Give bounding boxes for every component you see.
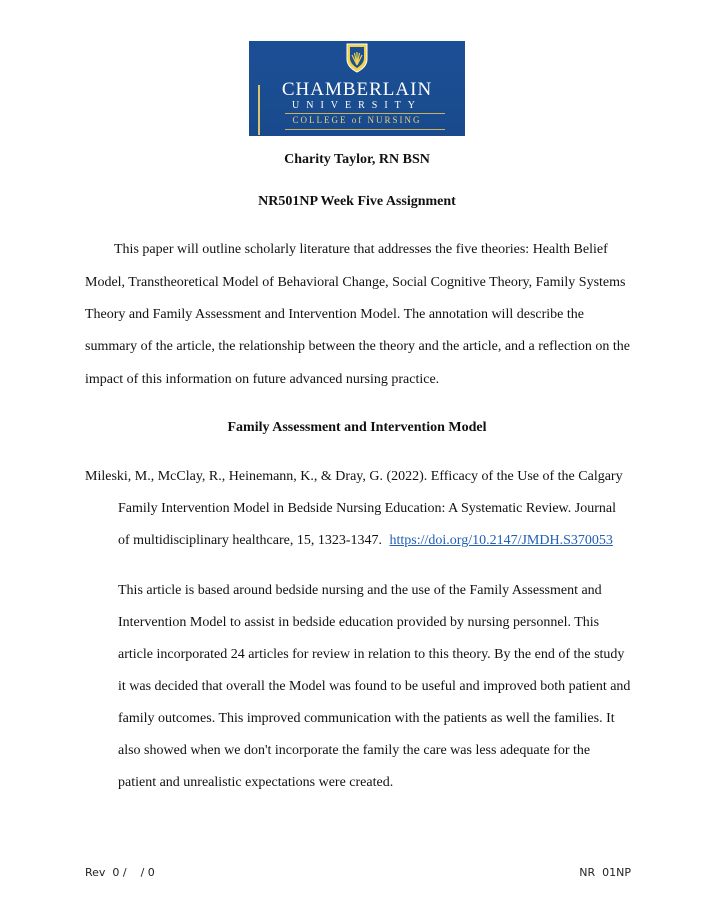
section-heading: Family Assessment and Intervention Model <box>227 420 487 435</box>
logo-rule-bottom <box>285 129 445 130</box>
citation-line <box>118 533 613 549</box>
logo-line-university: UNIVERSITY <box>292 100 422 111</box>
intro-line: impact of this information on future advanced nursing practice. <box>85 372 440 387</box>
author-name: Charity Taylor, RN BSN <box>284 152 430 167</box>
intro-line: Theory and Family Assessment and Intervention Model. The annotation will describe the <box>85 307 584 322</box>
logo-line-chamberlain: CHAMBERLAIN <box>281 79 433 100</box>
summary-line: This article is based around bedside nursing and the use of the Family Assessment and <box>118 583 602 598</box>
citation-source: of multidisciplinary healthcare, 15, 1323-1347. <box>118 533 382 548</box>
summary-line: patient and unrealistic expectations were created. <box>118 775 394 790</box>
intro-line: summary of the article, the relationship between the theory and the article, and a reflection on the <box>85 339 631 354</box>
summary-line: Intervention Model to assist in bedside education provided by nursing personnel. This <box>118 615 600 630</box>
doi-link[interactable]: https://doi.org/10.2147/JMDH.S370053 <box>389 533 613 548</box>
intro-line: This paper will outline scholarly literature that addresses the five theories: Health Belief <box>114 242 608 257</box>
citation-line: Mileski, M., McClay, R., Heinemann, K., & Dray, G. (2022). Efficacy of the Use of the Calgary <box>85 469 623 484</box>
intro-line: Model, Transtheoretical Model of Behavioral Change, Social Cognitive Theory, Family Systems <box>85 275 626 290</box>
shield-icon <box>345 43 369 73</box>
assignment-title: NR501NP Week Five Assignment <box>258 194 456 209</box>
summary-line: it was decided that overall the Model was found to be useful and improved both patient and <box>118 679 631 694</box>
chamberlain-logo <box>249 41 465 136</box>
footer-course-code: NR 01NP <box>579 866 631 879</box>
summary-line: article incorporated 24 articles for review in relation to this theory. By the end of the study <box>118 647 625 662</box>
logo-line-college: COLLEGE of NURSING <box>292 115 422 125</box>
footer-revision: Rev 0 / / 0 <box>85 866 155 879</box>
citation-line: Family Intervention Model in Bedside Nursing Education: A Systematic Review. Journal <box>118 501 616 516</box>
summary-line: also showed when we don't incorporate the family the care was less adequate for the <box>118 743 591 758</box>
summary-line: family outcomes. This improved communication with the patients as well the families. It <box>118 711 615 726</box>
logo-rule-top <box>285 113 445 114</box>
